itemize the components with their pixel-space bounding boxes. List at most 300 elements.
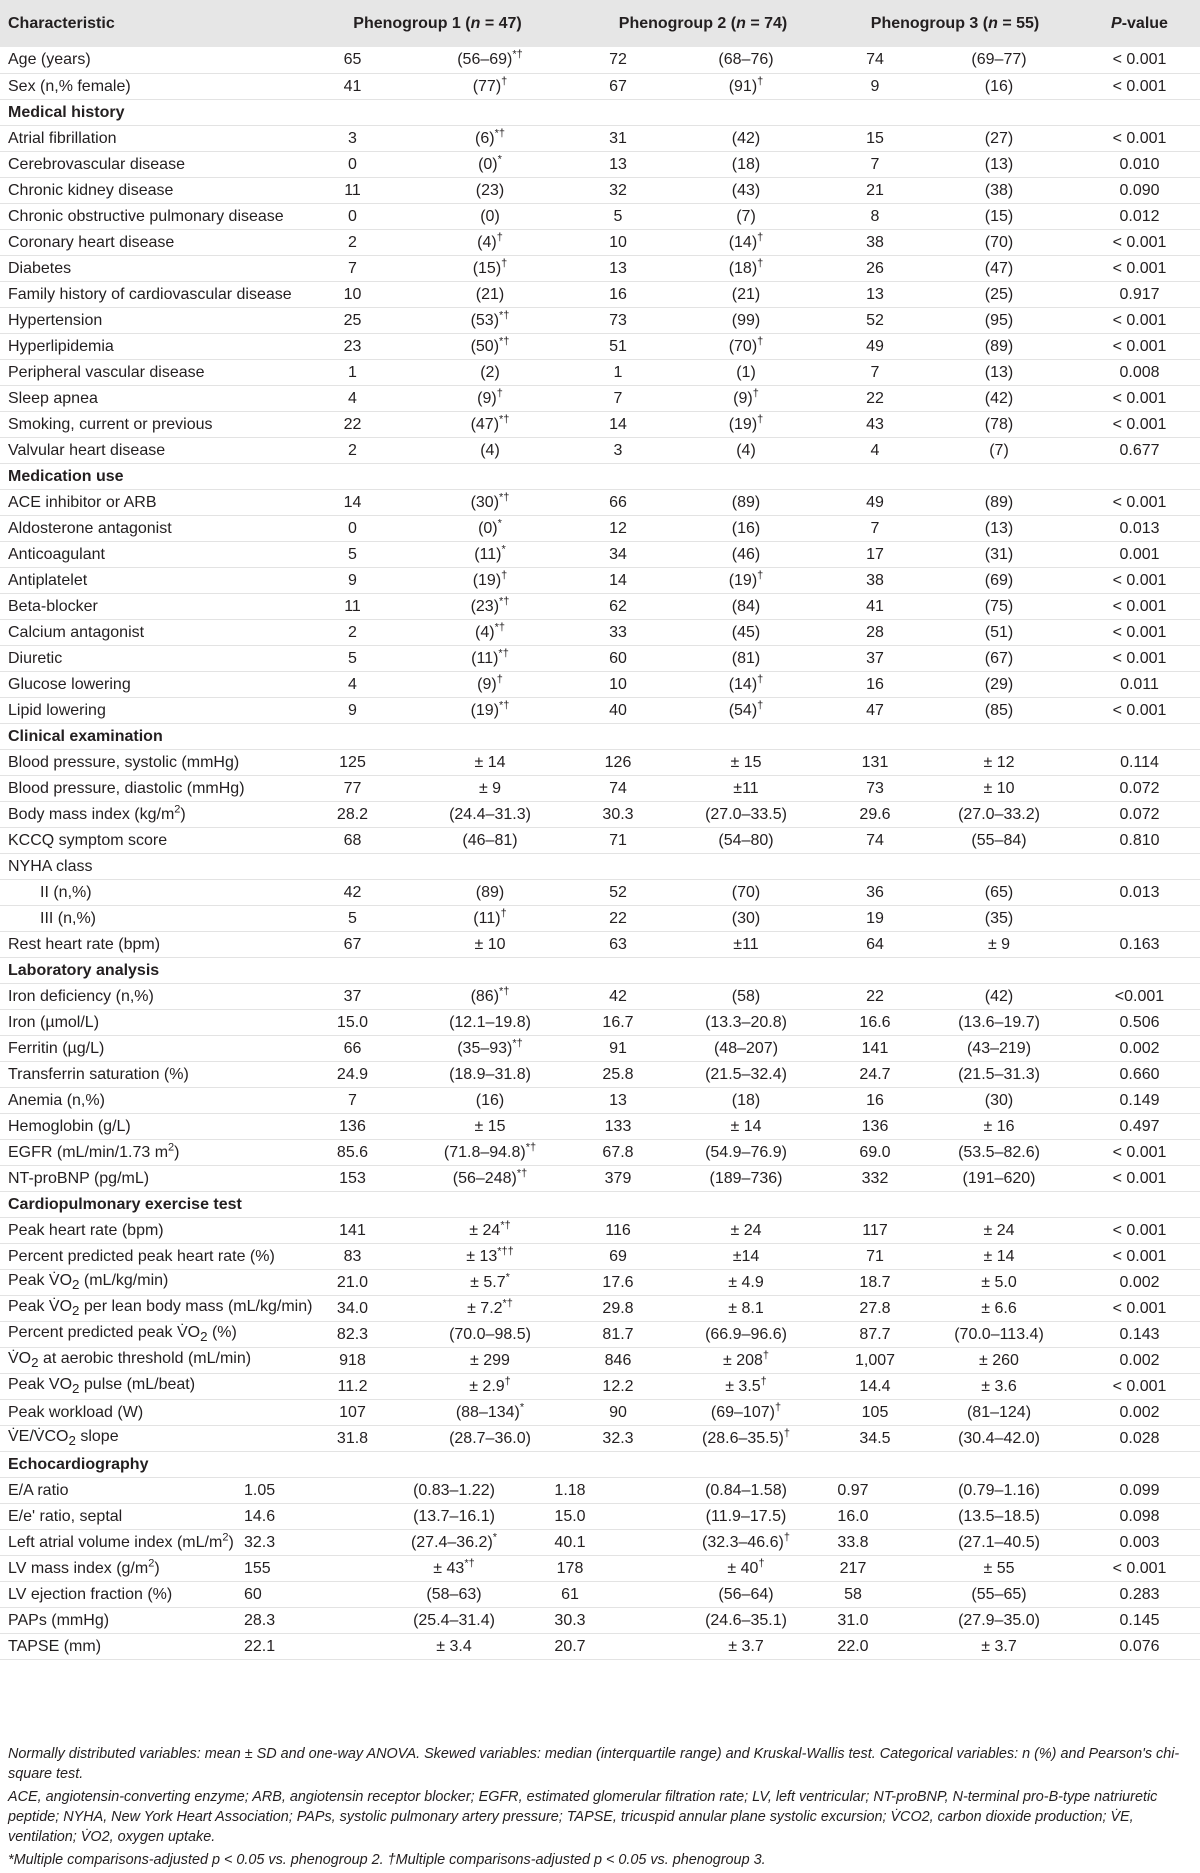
phenogroup-1-dispersion [405, 620, 575, 646]
phenogroup-1-dispersion [405, 1348, 575, 1374]
phenogroup-3-value: 38 [866, 233, 884, 251]
dispersion-text: (43–219) [966, 1039, 1032, 1057]
phenogroup-1-value: 34.0 [336, 1299, 369, 1317]
phenogroup-2-dispersion [661, 880, 831, 906]
row-label-text: Lipid lowering [8, 701, 106, 719]
phenogroup-3-dispersion [919, 1036, 1079, 1062]
row-label-text: Ferritin (µg/L) [8, 1039, 105, 1057]
dispersion-text: (13) [984, 363, 1014, 381]
row-label-text: Peak heart rate (bpm) [8, 1221, 164, 1239]
dispersion-text: (21) [731, 285, 761, 303]
row-label [0, 750, 300, 776]
phenogroup-3-dispersion [919, 334, 1079, 360]
p-value: 0.810 [1119, 831, 1160, 849]
p-value: < 0.001 [1112, 415, 1167, 433]
row-label [0, 360, 300, 386]
row-label [0, 386, 300, 412]
phenogroup-2-dispersion [661, 1556, 831, 1582]
table-row [0, 230, 1200, 256]
row-label-text: Diabetes [8, 259, 72, 277]
dispersion-text: (50) [470, 337, 500, 355]
phenogroup-1-value: 66 [343, 1039, 362, 1057]
row-label-text: KCCQ symptom score [8, 831, 168, 849]
phenogroup-2-value: 16.7 [602, 1013, 634, 1031]
dispersion-text: (51) [984, 623, 1014, 641]
row-label-text: EGFR (mL/min/1.73 m [8, 1143, 169, 1161]
phenogroup-2-dispersion [661, 1322, 831, 1348]
phenogroup-1-dispersion [405, 74, 575, 100]
section-label: Medical history [8, 103, 125, 121]
phenogroup-2-value: 13 [609, 259, 627, 277]
row-label-text: III (n,%) [40, 909, 97, 927]
phenogroup-2-value: 51 [609, 337, 627, 355]
phenogroup-2-dispersion [661, 412, 831, 438]
phenogroup-3-dispersion [919, 47, 1079, 74]
dispersion-text: (13.3–20.8) [705, 1013, 787, 1031]
table-row [0, 1010, 1200, 1036]
table-row [0, 698, 1200, 724]
p-value: < 0.001 [1112, 597, 1167, 615]
phenogroup-3-value: 13 [866, 285, 884, 303]
phenogroup-2-dispersion [661, 308, 831, 334]
dispersion-text: (55–84) [971, 831, 1027, 849]
p-value [1079, 906, 1200, 932]
phenogroup-1-value: 2 [348, 233, 357, 251]
phenogroup-3-dispersion [919, 360, 1079, 386]
table-row [0, 1088, 1200, 1114]
phenogroup-3-dispersion [919, 854, 1079, 880]
header-phenogroup-3: Phenogroup 3 (n = 55) [870, 14, 1040, 32]
row-label-text: Antiplatelet [8, 571, 88, 589]
phenogroup-3-dispersion [919, 1270, 1079, 1296]
row-label-text: Cerebrovascular disease [8, 155, 185, 173]
dispersion-text: ± 12 [983, 753, 1015, 771]
row-label [0, 256, 300, 282]
dispersion-text: (54) [728, 701, 758, 719]
section-row [0, 1452, 1200, 1478]
table-row [0, 152, 1200, 178]
phenogroup-3-value: 17 [866, 545, 884, 563]
row-label [0, 334, 300, 360]
table-row [0, 1036, 1200, 1062]
table-row [0, 1166, 1200, 1192]
table-row [0, 204, 1200, 230]
row-label-text: V̇O [8, 1350, 32, 1368]
dispersion-text: (19) [472, 571, 502, 589]
p-value: 0.013 [1119, 883, 1160, 901]
p-value: 0.013 [1119, 519, 1160, 537]
table-row [0, 47, 1200, 74]
dispersion-text: ± 3.6 [981, 1377, 1017, 1395]
dispersion-text: ±11 [733, 935, 759, 953]
phenogroup-1-dispersion [369, 1634, 539, 1660]
phenogroup-3-value: 131 [861, 753, 889, 771]
dispersion-text: ± 15 [730, 753, 762, 771]
table-row [0, 334, 1200, 360]
significance-marker: *† [512, 1037, 523, 1050]
footnote-methods: Normally distributed variables: mean ± SD and one-way ANOVA. Skewed variables: median (interquartile range) and Kruskal-Wallis test. Categorical variables: n (%) and Pearson's chi-square test. [8, 1746, 1180, 1782]
dispersion-text: (18.9–31.8) [449, 1065, 531, 1083]
phenogroup-2-value: 42 [609, 987, 627, 1005]
phenogroup-3-value: 29.6 [859, 805, 891, 823]
p-value: 0.072 [1119, 779, 1160, 797]
significance-marker: † [774, 1401, 782, 1414]
dispersion-text: ± 3.7 [728, 1637, 764, 1655]
row-label-text: Peak VO [8, 1376, 73, 1394]
dispersion-text: (89) [984, 337, 1014, 355]
phenogroup-3-dispersion [919, 1244, 1079, 1270]
significance-marker: † [757, 569, 764, 582]
footnote-significance: *Multiple comparisons-adjusted p < 0.05 vs. phenogroup 2. †Multiple comparisons-adjusted p < 0.05 vs. phenogroup 3. [8, 1852, 766, 1868]
dispersion-text: (13) [984, 519, 1014, 537]
section-row [0, 464, 1200, 490]
phenogroup-2-value: 69 [609, 1247, 627, 1265]
phenogroup-3-dispersion [919, 230, 1079, 256]
phenogroup-1-dispersion [405, 204, 575, 230]
dispersion-text: ± 6.6 [981, 1299, 1017, 1317]
phenogroup-2-value: 12 [609, 519, 627, 537]
phenogroup-3-dispersion [919, 1608, 1079, 1634]
dispersion-text: (88–134) [455, 1403, 520, 1421]
table-row [0, 776, 1200, 802]
p-value: 0.002 [1119, 1403, 1160, 1421]
dispersion-text: (13.7–16.1) [413, 1507, 495, 1525]
phenogroup-2-dispersion [661, 802, 831, 828]
dispersion-text: ± 260 [979, 1351, 1019, 1369]
phenogroup-2-value: 16 [609, 285, 627, 303]
p-value: 0.002 [1119, 1273, 1160, 1291]
dispersion-text: (95) [984, 311, 1014, 329]
phenogroup-3-value [831, 854, 919, 880]
dispersion-text: (66.9–96.6) [705, 1325, 787, 1343]
dispersion-text: (42) [731, 129, 761, 147]
row-label-tail: ) [228, 1533, 234, 1551]
dispersion-text: ± 4.9 [728, 1273, 764, 1291]
row-label-tail: ) [174, 1143, 180, 1161]
significance-marker: * [519, 1401, 525, 1414]
phenogroup-1-dispersion [369, 1504, 539, 1530]
dispersion-text: (12.1–19.8) [449, 1013, 531, 1031]
phenogroup-1-dispersion [405, 828, 575, 854]
table-row [0, 594, 1200, 620]
p-value: < 0.001 [1112, 1377, 1167, 1395]
dispersion-text: ± 2.9 [469, 1377, 505, 1395]
row-label [0, 438, 300, 464]
table-row [0, 880, 1200, 906]
p-value: < 0.001 [1112, 1143, 1167, 1161]
row-label-text: NT-proBNP (pg/mL) [8, 1169, 150, 1187]
dispersion-text: (75) [984, 597, 1014, 615]
phenogroup-3-dispersion [919, 412, 1079, 438]
significance-marker: *† [525, 1141, 537, 1154]
phenogroup-3-value: 27.8 [859, 1299, 891, 1317]
phenogroup-1-value: 1.05 [244, 1481, 276, 1499]
phenogroup-1-dispersion [405, 1166, 575, 1192]
phenogroup-1-dispersion [405, 932, 575, 958]
row-label-text: Percent predicted peak heart rate (%) [8, 1247, 275, 1265]
dispersion-text: (99) [731, 311, 761, 329]
dispersion-text: (78) [984, 415, 1014, 433]
row-label-text: Anemia (n,%) [8, 1091, 105, 1109]
phenogroup-1-dispersion [405, 568, 575, 594]
dispersion-text: ± 13 [466, 1247, 498, 1265]
phenogroup-1-value: 5 [348, 909, 357, 927]
phenogroup-2-value: 60 [609, 649, 627, 667]
dispersion-text: ± 24 [730, 1221, 762, 1239]
dispersion-text: (24.6–35.1) [705, 1611, 787, 1629]
phenogroup-2-value: 133 [604, 1117, 632, 1135]
p-value: 0.011 [1120, 675, 1159, 693]
dispersion-text: (56–64) [718, 1585, 774, 1603]
dispersion-text: (4) [736, 441, 756, 459]
table-row [0, 1348, 1200, 1374]
dispersion-text: ± 299 [470, 1351, 510, 1369]
phenogroup-3-dispersion [919, 1088, 1079, 1114]
phenogroup-1-dispersion [405, 230, 575, 256]
dispersion-text: (19) [728, 415, 758, 433]
phenogroup-3-value: 1,007 [854, 1351, 896, 1369]
dispersion-text: (30) [731, 909, 761, 927]
significance-marker: * [505, 1271, 510, 1284]
phenogroup-2-dispersion [661, 854, 831, 880]
row-label-tail: ) [154, 1559, 160, 1577]
phenogroup-3-value: 19 [866, 909, 884, 927]
phenogroup-1-value: 9 [348, 571, 357, 589]
dispersion-text: (27.1–40.5) [958, 1533, 1040, 1551]
dispersion-text: (27) [984, 129, 1014, 147]
dispersion-text: (30) [470, 493, 500, 511]
row-label [0, 620, 300, 646]
significance-marker: *† [499, 309, 510, 322]
p-value: <0.001 [1114, 987, 1165, 1005]
row-label-text: Chronic obstructive pulmonary disease [8, 207, 284, 225]
dispersion-text: (27.0–33.2) [958, 805, 1040, 823]
phenogroup-1-dispersion [405, 854, 575, 880]
dispersion-text: (81) [731, 649, 761, 667]
significance-marker: † [757, 257, 764, 270]
phenogroup-2-value: 90 [609, 1403, 627, 1421]
row-label-text: Blood pressure, diastolic (mmHg) [8, 779, 245, 797]
table-row [0, 932, 1200, 958]
table-row [0, 308, 1200, 334]
row-label-text: V̇E/V̇CO [8, 1428, 69, 1446]
row-label-text: Valvular heart disease [8, 441, 166, 459]
phenogroup-3-dispersion [919, 1582, 1079, 1608]
phenogroup-1-value: 153 [339, 1169, 366, 1187]
dispersion-text: (15) [984, 207, 1014, 225]
row-label [0, 594, 300, 620]
phenogroup-1-value: 155 [244, 1559, 271, 1577]
significance-marker: * [492, 1531, 498, 1544]
phenogroup-1-value: 68 [343, 831, 362, 849]
phenogroup-2-dispersion [661, 438, 831, 464]
phenogroup-3-value: 37 [866, 649, 884, 667]
phenogroup-2-dispersion [661, 984, 831, 1010]
phenogroup-3-dispersion [919, 74, 1079, 100]
p-value: < 0.001 [1112, 337, 1167, 355]
phenogroup-2-value: 7 [613, 389, 623, 407]
phenogroup-2-value: 63 [609, 935, 627, 953]
dispersion-text: (54–80) [718, 831, 774, 849]
table-row [0, 802, 1200, 828]
row-label-text: Sex (n,% female) [8, 77, 131, 95]
phenogroup-1-dispersion [405, 802, 575, 828]
table-row [0, 568, 1200, 594]
table-row [0, 1608, 1200, 1634]
phenogroup-3-value: 33.8 [837, 1533, 869, 1551]
phenogroup-1-value: 77 [343, 779, 362, 797]
dispersion-text: ± 9 [987, 935, 1011, 953]
phenogroup-2-value: 178 [556, 1559, 584, 1577]
dispersion-text: (0) [480, 207, 500, 225]
p-value: < 0.001 [1112, 51, 1167, 68]
row-label-text: TAPSE (mm) [8, 1637, 102, 1655]
row-label-text: Coronary heart disease [8, 233, 175, 251]
phenogroup-3-value: 16 [866, 675, 884, 693]
phenogroup-3-value: 31.0 [837, 1611, 869, 1629]
row-label [0, 1218, 300, 1244]
dispersion-text: (45) [731, 623, 761, 641]
phenogroup-1-value: 7 [348, 259, 357, 277]
phenogroup-3-value: 43 [866, 415, 884, 433]
phenogroup-3-dispersion [919, 256, 1079, 282]
dispersion-text: (15) [472, 259, 502, 277]
significance-marker: *† [500, 1219, 511, 1232]
row-label-tail: per lean body mass (mL/kg/min) [79, 1298, 313, 1316]
phenogroup-1-value: 31.8 [336, 1429, 369, 1447]
phenogroup-3-dispersion [919, 308, 1079, 334]
significance-marker: *† [516, 1167, 528, 1180]
phenogroup-3-value: 332 [861, 1169, 889, 1187]
phenogroup-3-dispersion [919, 1322, 1079, 1348]
p-value: < 0.001 [1112, 649, 1167, 667]
row-label-text: Peak workload (W) [8, 1403, 144, 1421]
phenogroup-1-value: 60 [244, 1585, 262, 1603]
phenogroup-1-value: 1 [348, 363, 357, 381]
phenogroup-1-dispersion [405, 412, 575, 438]
significance-marker: *† [494, 621, 505, 634]
significance-marker: *† [499, 699, 510, 712]
phenogroup-1-dispersion [405, 1270, 575, 1296]
dispersion-text: (25.4–31.4) [413, 1611, 495, 1629]
phenogroup-2-value: 40 [609, 701, 627, 719]
phenogroup-2-value: 10 [609, 233, 627, 251]
p-value: 0.506 [1119, 1013, 1160, 1031]
row-label-text: E/e' ratio, septal [8, 1507, 123, 1525]
row-label [0, 152, 300, 178]
table-row [0, 490, 1200, 516]
p-value: 0.660 [1119, 1065, 1160, 1083]
phenogroup-2-value: 379 [604, 1169, 632, 1187]
footnote-abbreviations: ACE, angiotensin-converting enzyme; ARB, angiotensin receptor blocker; EGFR, estimated glomerular filtration rate; LV, left ventricular; NT-proBNP, N-terminal pro-B-type natriuretic peptide; NYHA, New York Heart Association; PAPs, systolic pulmonary artery pressure; TAPSE, tricuspid annular plane systolic excursion; V̇CO2, carbon dioxide production; V̇E, ventilation; V̇O2, oxygen uptake. [8, 1789, 1158, 1845]
row-label-tail: (mL/kg/min) [79, 1272, 169, 1290]
phenogroup-1-value: 22 [343, 415, 362, 433]
row-label [0, 1296, 313, 1322]
phenogroup-3-value: 71 [866, 1247, 884, 1265]
phenogroup-1-dispersion [405, 1218, 575, 1244]
phenogroup-1-dispersion [405, 386, 575, 412]
p-value: < 0.001 [1112, 1299, 1167, 1317]
phenogroup-1-value: 32.3 [244, 1533, 276, 1551]
phenogroup-2-dispersion [661, 698, 831, 724]
row-label [0, 984, 300, 1010]
phenogroup-3-value: 87.7 [859, 1325, 891, 1343]
dispersion-text: (14) [728, 233, 758, 251]
dispersion-text: (69–77) [971, 51, 1027, 68]
phenogroup-2-dispersion [661, 152, 831, 178]
phenogroup-1-dispersion [405, 47, 575, 74]
dispersion-text: (4) [480, 441, 500, 459]
phenogroup-1-dispersion [405, 152, 575, 178]
dispersion-text: ± 40 [727, 1559, 759, 1577]
phenogroup-1-value: 11 [344, 181, 361, 199]
phenogroup-1-dispersion [369, 1608, 539, 1634]
phenogroup-2-value: 73 [609, 311, 627, 329]
phenogroup-3-dispersion [919, 1556, 1079, 1582]
p-value: < 0.001 [1112, 493, 1167, 511]
table-row [0, 542, 1200, 568]
p-value: < 0.001 [1112, 701, 1167, 719]
row-label [0, 1322, 300, 1348]
phenogroup-1-dispersion [405, 750, 575, 776]
dispersion-text: (11) [471, 649, 499, 667]
phenogroup-3-value: 22 [866, 987, 884, 1005]
significance-marker: *† [499, 413, 510, 426]
dispersion-text: ± 3.4 [436, 1637, 472, 1655]
dispersion-text: (53.5–82.6) [958, 1143, 1040, 1161]
dispersion-text: (28.7–36.0) [449, 1429, 531, 1447]
row-label-text: LV mass index (g/m [8, 1559, 149, 1577]
dispersion-text: (0) [478, 155, 498, 173]
phenogroup-2-value: 20.7 [554, 1637, 586, 1655]
row-label-text: Iron deficiency (n,%) [8, 987, 154, 1005]
dispersion-text: (19) [470, 701, 500, 719]
phenogroup-2-value: 52 [609, 883, 627, 901]
phenogroup-3-value: 26 [866, 259, 884, 277]
table-row [0, 1374, 1200, 1400]
row-label [0, 308, 300, 334]
dispersion-text: ± 15 [474, 1117, 506, 1135]
row-label-tail: (%) [207, 1324, 237, 1342]
p-value: 0.008 [1119, 363, 1160, 381]
phenogroup-2-dispersion [661, 126, 831, 152]
table-row [0, 516, 1200, 542]
dispersion-text: (42) [984, 987, 1014, 1005]
phenogroup-3-dispersion [919, 490, 1079, 516]
phenogroup-3-dispersion [919, 204, 1079, 230]
phenogroup-3-value: 24.7 [859, 1065, 891, 1083]
significance-marker: *† [499, 491, 510, 504]
dispersion-text: (18) [728, 259, 758, 277]
row-label [0, 776, 300, 802]
phenogroup-3-value: 22 [866, 389, 884, 407]
phenogroup-3-dispersion [919, 646, 1079, 672]
dispersion-text: (38) [984, 181, 1014, 199]
row-label [0, 204, 300, 230]
p-value: < 0.001 [1112, 259, 1167, 277]
table-body [0, 47, 1200, 1660]
phenogroup-2-value: 13 [609, 1091, 627, 1109]
phenogroup-2-dispersion [661, 1530, 831, 1556]
phenogroup-1-dispersion [405, 984, 575, 1010]
dispersion-text: (4) [477, 233, 497, 251]
phenogroup-3-dispersion [919, 698, 1079, 724]
dispersion-text: (23) [470, 597, 500, 615]
phenogroup-1-dispersion [405, 334, 575, 360]
phenogroup-2-dispersion [661, 1504, 831, 1530]
table-row [0, 386, 1200, 412]
phenogroup-1-value: 67 [343, 935, 362, 953]
